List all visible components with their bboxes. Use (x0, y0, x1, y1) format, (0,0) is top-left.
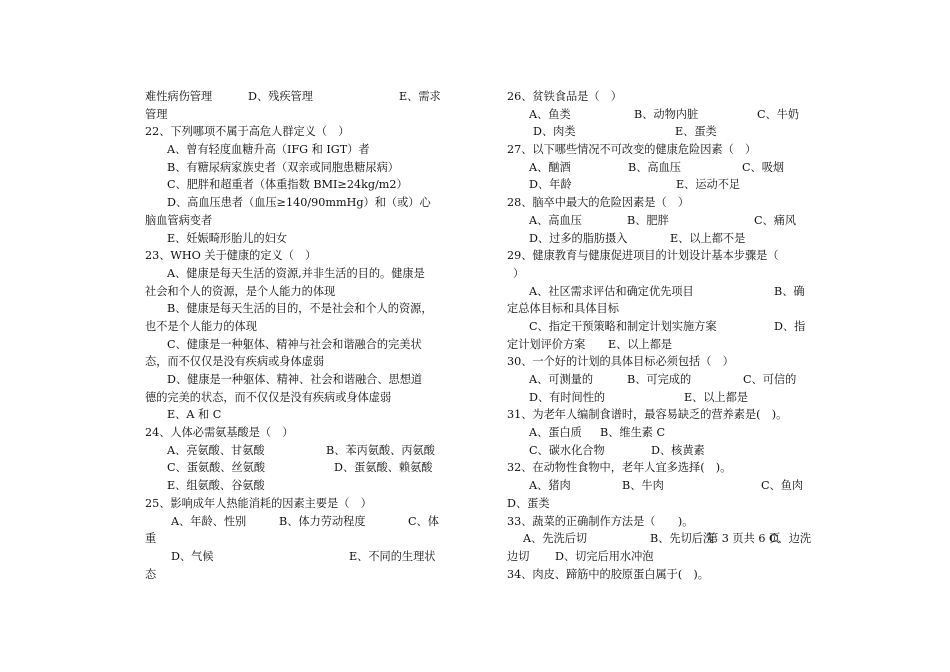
option-a: A、先洗后切 (523, 532, 588, 546)
text-line (507, 318, 807, 336)
option-c: C、碳水化合物 (529, 443, 605, 457)
text-line (507, 230, 807, 248)
option-c: C、指定干预策略和制定计划实施方案 (529, 319, 717, 333)
text-line (507, 389, 807, 407)
question-31: 31、为老年人编制食谱时，最容易缺乏的营养素是( )。 (507, 408, 788, 422)
option-d: D、蛋氨酸、赖氨酸 (334, 461, 433, 475)
text-line (507, 212, 807, 230)
option-c: C、牛奶 (757, 107, 800, 121)
option-b: B、维生素 C (600, 426, 666, 440)
option-c: C、健康是一种躯体、精神与社会和谐融合的完美状 (167, 337, 422, 351)
option-d: D、肉类 (533, 125, 576, 139)
question-25: 25、影响成年人热能消耗的因素主要是（ ） (145, 496, 372, 510)
left-column (145, 88, 450, 583)
question-27: 27、以下哪些情况不可改变的健康危险因素（ ） (507, 143, 757, 157)
option-d: D、健康是一种躯体、精神、社会和谐融合、思想道 (167, 373, 423, 386)
option-a: A、健康是每天生活的资源,并非生活的目的。健康是 (167, 266, 425, 280)
question-30: 30、一个好的计划的具体目标必须包括（ ） (507, 355, 734, 369)
option-e: E、以上都是 (684, 390, 749, 404)
option-d: D、有时间性的 (529, 390, 606, 404)
option-a: A、曾有轻度血糖升高（IFG 和 IGT）者 (167, 143, 370, 157)
text-line (507, 159, 807, 177)
question-33: 33、蔬菜的正确制作方法是（ )。 (507, 514, 694, 528)
option-d: D、核黄素 (651, 443, 705, 457)
option-b: B、可完成的 (627, 373, 692, 386)
option-c: C、吸烟 (742, 160, 785, 174)
option-e: E、以上都不是 (670, 231, 746, 245)
option-b: B、动物内脏 (634, 107, 699, 121)
option-d: D、残疾管理 (248, 90, 313, 103)
option-b: B、苯丙氨酸、丙氨酸 (326, 443, 435, 457)
option-e: E、A 和 C (167, 408, 222, 422)
option-c: C、肥胖和超重者（体重指数 BMI≥24kg/m2） (167, 178, 408, 192)
option-a: A、可测量的 (529, 373, 594, 386)
question-28: 28、脑卒中最大的危险因素是（ ） (507, 196, 690, 210)
text-line: 态 (145, 567, 157, 581)
option-e: E、以上都是 (608, 337, 673, 351)
option-e: E、妊娠畸形胎儿的妇女 (167, 231, 288, 245)
text-line: 定总体目标和具体目标 (507, 302, 619, 316)
text-line (507, 123, 807, 141)
text-line: 德的完美的状态，而不仅仅是没有疾病或身体虚弱 (145, 390, 392, 404)
option-b: B、确 (774, 284, 805, 298)
option-c: C、边洗 (769, 532, 812, 546)
option-b: B、肥胖 (627, 213, 669, 227)
option-b: B、有糖尿病家族史者（双亲或同胞患糖尿病） (167, 160, 399, 174)
text-line (507, 176, 807, 194)
option-e: E、蛋类 (675, 125, 717, 139)
question-24: 24、人体必需氨基酸是（ ） (145, 426, 294, 440)
option-e: E、组氨酸、谷氨酸 (167, 479, 265, 493)
option-a: A、高血压 (529, 213, 582, 227)
text-line: 态，而不仅仅是没有疾病或身体虚弱 (145, 355, 325, 369)
option-e: E、运动不足 (676, 178, 741, 192)
text-line: 也不是个人能力的体现 (145, 319, 257, 333)
text-line (145, 88, 450, 106)
option-a: A、亮氨酸、甘氨酸 (167, 443, 265, 457)
text-line (145, 459, 450, 477)
option-b: B、牛肉 (622, 479, 664, 493)
option-c: C、痛风 (754, 213, 797, 227)
option-c: C、体 (408, 514, 439, 528)
option-e: E、不同的生理状 (349, 549, 436, 563)
text-segment: 难性病伤管理 (145, 90, 213, 103)
option-a: A、酗酒 (529, 160, 571, 174)
option-d: D、年龄 (529, 178, 572, 192)
option-c: C、蛋氨酸、丝氨酸 (167, 461, 266, 475)
text-line (507, 283, 807, 301)
option-c: C、鱼肉 (761, 479, 804, 493)
question-26: 26、贫铁食品是（ ） (507, 90, 622, 103)
option-b: B、先切后洗 (650, 532, 715, 546)
option-a: A、鱼类 (529, 107, 571, 121)
question-29: 29、健康教育与健康促进项目的计划设计基本步骤是（ (507, 249, 779, 263)
option-d: D、气候 (171, 549, 214, 563)
option-a: A、猪肉 (529, 479, 571, 493)
option-b: B、健康是每天生活的目的，不是社会和个人的资源， (167, 302, 433, 316)
option-d: D、蛋类 (507, 496, 550, 510)
question-32: 32、在动物性食物中，老年人宜多选择( )。 (507, 461, 732, 475)
option-e: E、需求 (399, 90, 441, 103)
option-d: D、高血压患者（血压≥140/90mmHg）和（或）心 (167, 196, 431, 210)
text-line (507, 106, 807, 124)
page-number: 第 3 页共 6 页 (707, 532, 781, 545)
text-line (507, 477, 807, 495)
text-line: 重 (145, 532, 157, 546)
text-line (145, 548, 450, 566)
right-column (507, 88, 812, 583)
question-34: 34、肉皮、蹄筋中的胶原蛋白属于( )。 (507, 567, 709, 581)
text-line: 脑血管病变者 (145, 213, 213, 227)
question-22: 22、下列哪项不属于高危人群定义（ ） (145, 125, 350, 139)
text-line (507, 371, 807, 389)
text-line (507, 442, 807, 460)
option-a: A、年龄、性别 (171, 514, 247, 528)
option-d: D、过多的脂肪摄入 (529, 231, 628, 245)
option-b: B、高血压 (628, 160, 681, 174)
option-d: D、切完后用水冲泡 (555, 549, 654, 563)
text-line: 社会和个人的资源，是个人能力的体现 (145, 284, 336, 298)
option-b: B、体力劳动程度 (279, 514, 366, 528)
text-line (507, 336, 807, 354)
text-segment: 边切 (507, 549, 530, 563)
text-line: ） (513, 266, 525, 280)
text-line (507, 548, 807, 566)
text-line (145, 513, 450, 531)
text-line (145, 442, 450, 460)
text-segment: 定计划评价方案 (507, 337, 586, 351)
option-c: C、可信的 (743, 373, 797, 386)
option-a: A、社区需求评估和确定优先项目 (529, 284, 694, 298)
option-a: A、蛋白质 (529, 426, 582, 440)
question-23: 23、WHO 关于健康的定义（ ） (145, 249, 317, 263)
text-line: 管理 (145, 107, 168, 121)
option-d: D、指 (774, 319, 806, 333)
text-line (507, 424, 807, 442)
